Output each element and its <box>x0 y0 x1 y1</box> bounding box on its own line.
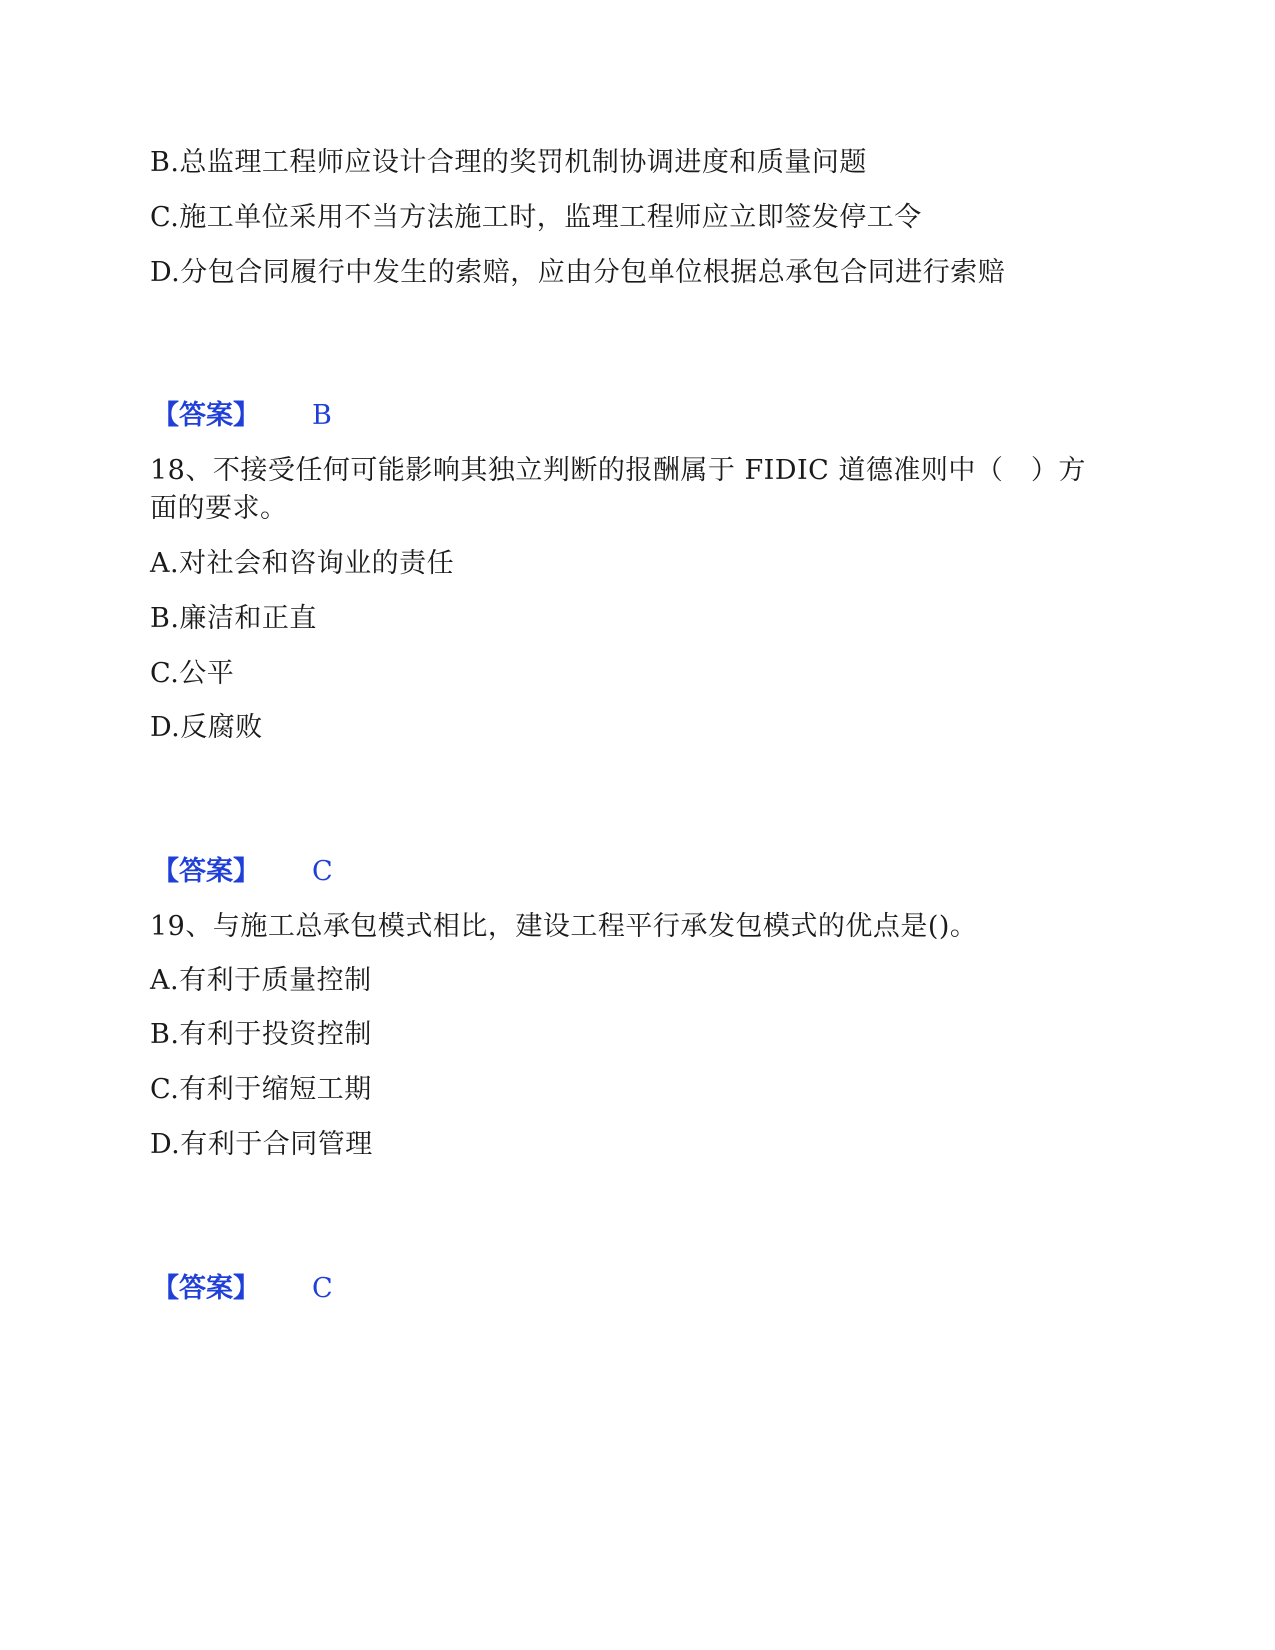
option-a: A.对社会和咨询业的责任 <box>150 548 455 579</box>
answer-row <box>152 855 333 889</box>
option-d: D.有利于合同管理 <box>150 1129 373 1160</box>
question-stem: 18、不接受任何可能影响其独立判断的报酬属于 FIDIC 道德准则中（ ）方 <box>150 455 1086 486</box>
option-b: B.廉洁和正直 <box>150 603 317 634</box>
answer-row <box>152 1272 333 1306</box>
option-b: B.有利于投资控制 <box>150 1019 372 1050</box>
option-c: C.公平 <box>150 658 235 689</box>
answer-value: C <box>312 1273 333 1304</box>
answer-row <box>152 399 332 433</box>
option-d: D.分包合同履行中发生的索赔，应由分包单位根据总承包合同进行索赔 <box>150 257 1006 288</box>
answer-value: C <box>312 856 333 887</box>
question-stem: 19、与施工总承包模式相比，建设工程平行承发包模式的优点是()。 <box>150 911 978 942</box>
option-b: B.总监理工程师应设计合理的奖罚机制协调进度和质量问题 <box>150 147 867 178</box>
answer-label: 【答案】 <box>152 856 260 887</box>
answer-value: B <box>312 400 332 431</box>
answer-label: 【答案】 <box>152 1273 260 1304</box>
option-c: C.有利于缩短工期 <box>150 1074 372 1105</box>
question-stem-continued: 面的要求。 <box>150 493 288 524</box>
option-d: D.反腐败 <box>150 712 263 743</box>
answer-label: 【答案】 <box>152 400 260 431</box>
option-c: C.施工单位采用不当方法施工时，监理工程师应立即签发停工令 <box>150 202 922 233</box>
option-a: A.有利于质量控制 <box>150 965 372 996</box>
